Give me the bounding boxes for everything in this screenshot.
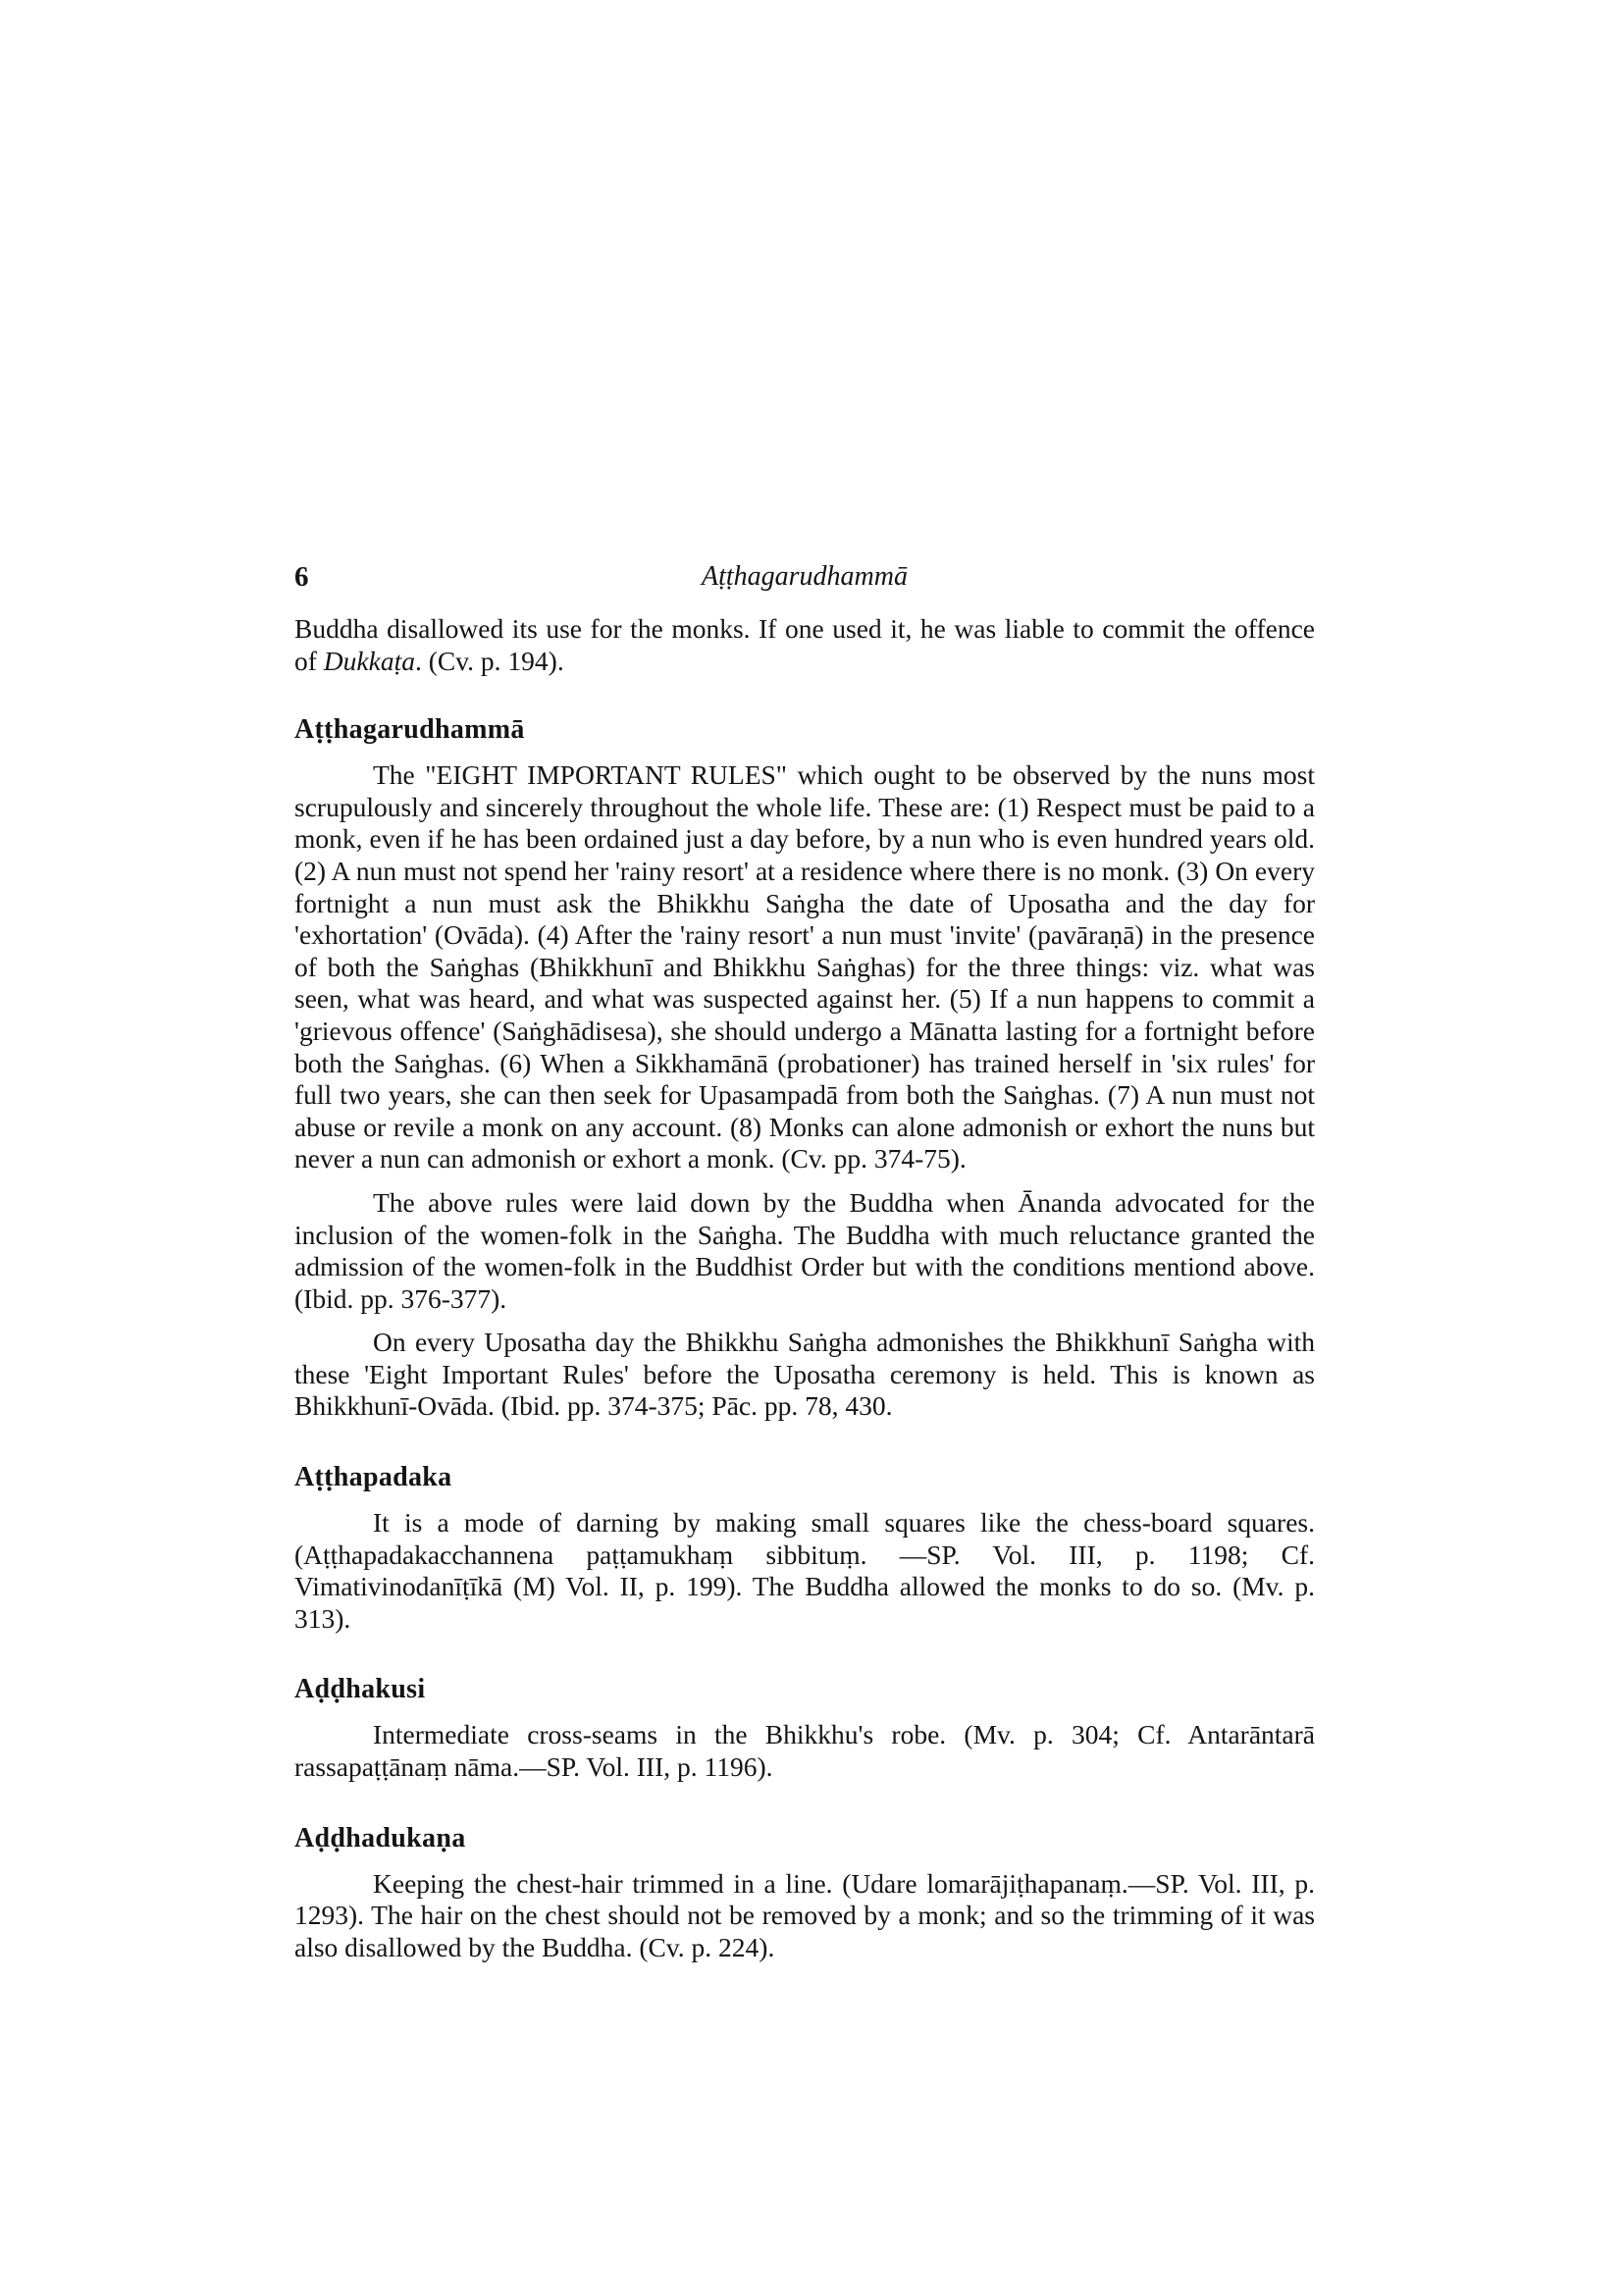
entry-paragraph: Intermediate cross-seams in the Bhikkhu's robe. (Mv. p. 304; Cf. Antarāntarā rassapaṭṭānaṃ nāma.—SP. Vol. III, p. 1196). xyxy=(294,1719,1315,1783)
entry-heading-atthapadaka: Aṭṭhapadaka xyxy=(294,1462,452,1493)
entry-heading-addhakusi: Aḍḍhakusi xyxy=(294,1674,426,1705)
intro-end: . (Cv. p. 194). xyxy=(414,645,564,676)
page-number: 6 xyxy=(294,561,309,593)
entry-heading-atthagarudhamma: Aṭṭhagarudhammā xyxy=(294,714,525,746)
entry-heading-addhadukana: Aḍḍhadukaṇa xyxy=(294,1822,466,1853)
entry-paragraph: Keeping the chest-hair trimmed in a line. (Udare lomarājiṭhapanaṃ.—SP. Vol. III, p. 1293). The hair on the chest should not be removed by a monk; and so the trimming of it was also disallowed by the Buddha. (Cv. p. 224). xyxy=(294,1867,1315,1962)
entry-paragraph: It is a mode of darning by making small squares like the chess-board squares. (Aṭṭhapadakacchannena paṭṭamukhaṃ sibbituṃ. —SP. Vol. III, p. 1198; Cf. Vimativinodanīṭīkā (M) Vol. II, p. 199). The Buddha allowed the monks to do so. (Mv. p. 313). xyxy=(294,1507,1315,1634)
entry-paragraph: The above rules were laid down by the Buddha when Ānanda advocated for the inclusion of the women-folk in the Saṅgha. The Buddha with much reluctance granted the admission of the women-folk in the Buddhist Order but with the conditions mentiond above. (Ibid. pp. 376-377). xyxy=(294,1186,1315,1314)
entry-paragraph: On every Uposatha day the Bhikkhu Saṅgha admonishes the Bhikkhunī Saṅgha with these 'Eight Important Rules' before the Uposatha ceremony is held. This is known as Bhikkhunī-Ovāda. (Ibid. pp. 374-375; Pāc. pp. 78, 430. xyxy=(294,1327,1315,1422)
page-content xyxy=(294,613,1315,1975)
entry-paragraph: The "EIGHT IMPORTANT RULES" which ought to be observed by the nuns most scrupulously and sincerely throughout the whole life. These are: (1) Respect must be paid to a monk, even if he has been ordained just a day before, by a nun who is even hundred years old. (2) A nun must not spend her 'rainy resort' at a residence where there is no monk. (3) On every fortnight a nun must ask the Bhikkhu Saṅgha the date of Uposatha and the day for 'exhortation' (Ovāda). (4) After the 'rainy resort' a nun must 'invite' (pavāraṇā) in the presence of both the Saṅghas (Bhikkhunī and Bhikkhu Saṅghas) for the three things: viz. what was seen, what was heard, and what was suspected against her. (5) If a nun happens to commit a 'grievous offence' (Saṅghādisesa), she should undergo a Mānatta lasting for a fortnight before both the Saṅghas. (6) When a Sikkhamānā (probationer) has trained herself in 'six rules' for full two years, she can then seek for Upasampadā from both the Saṅghas. (7) A nun must not abuse or revile a monk on any account. (8) Monks can alone admonish or exhort the nuns but never a nun can admonish or exhort a monk. (Cv. pp. 374-75). xyxy=(294,759,1315,1174)
running-title: Aṭṭhagarudhammā xyxy=(702,561,908,592)
intro-italic-term: Dukkaṭa xyxy=(323,645,415,676)
page-header xyxy=(294,561,1315,600)
intro-paragraph xyxy=(294,613,1315,677)
intro-text: Buddha disallowed its use for the monks. If one used it, he was liable to commit the offence of xyxy=(294,613,1315,676)
